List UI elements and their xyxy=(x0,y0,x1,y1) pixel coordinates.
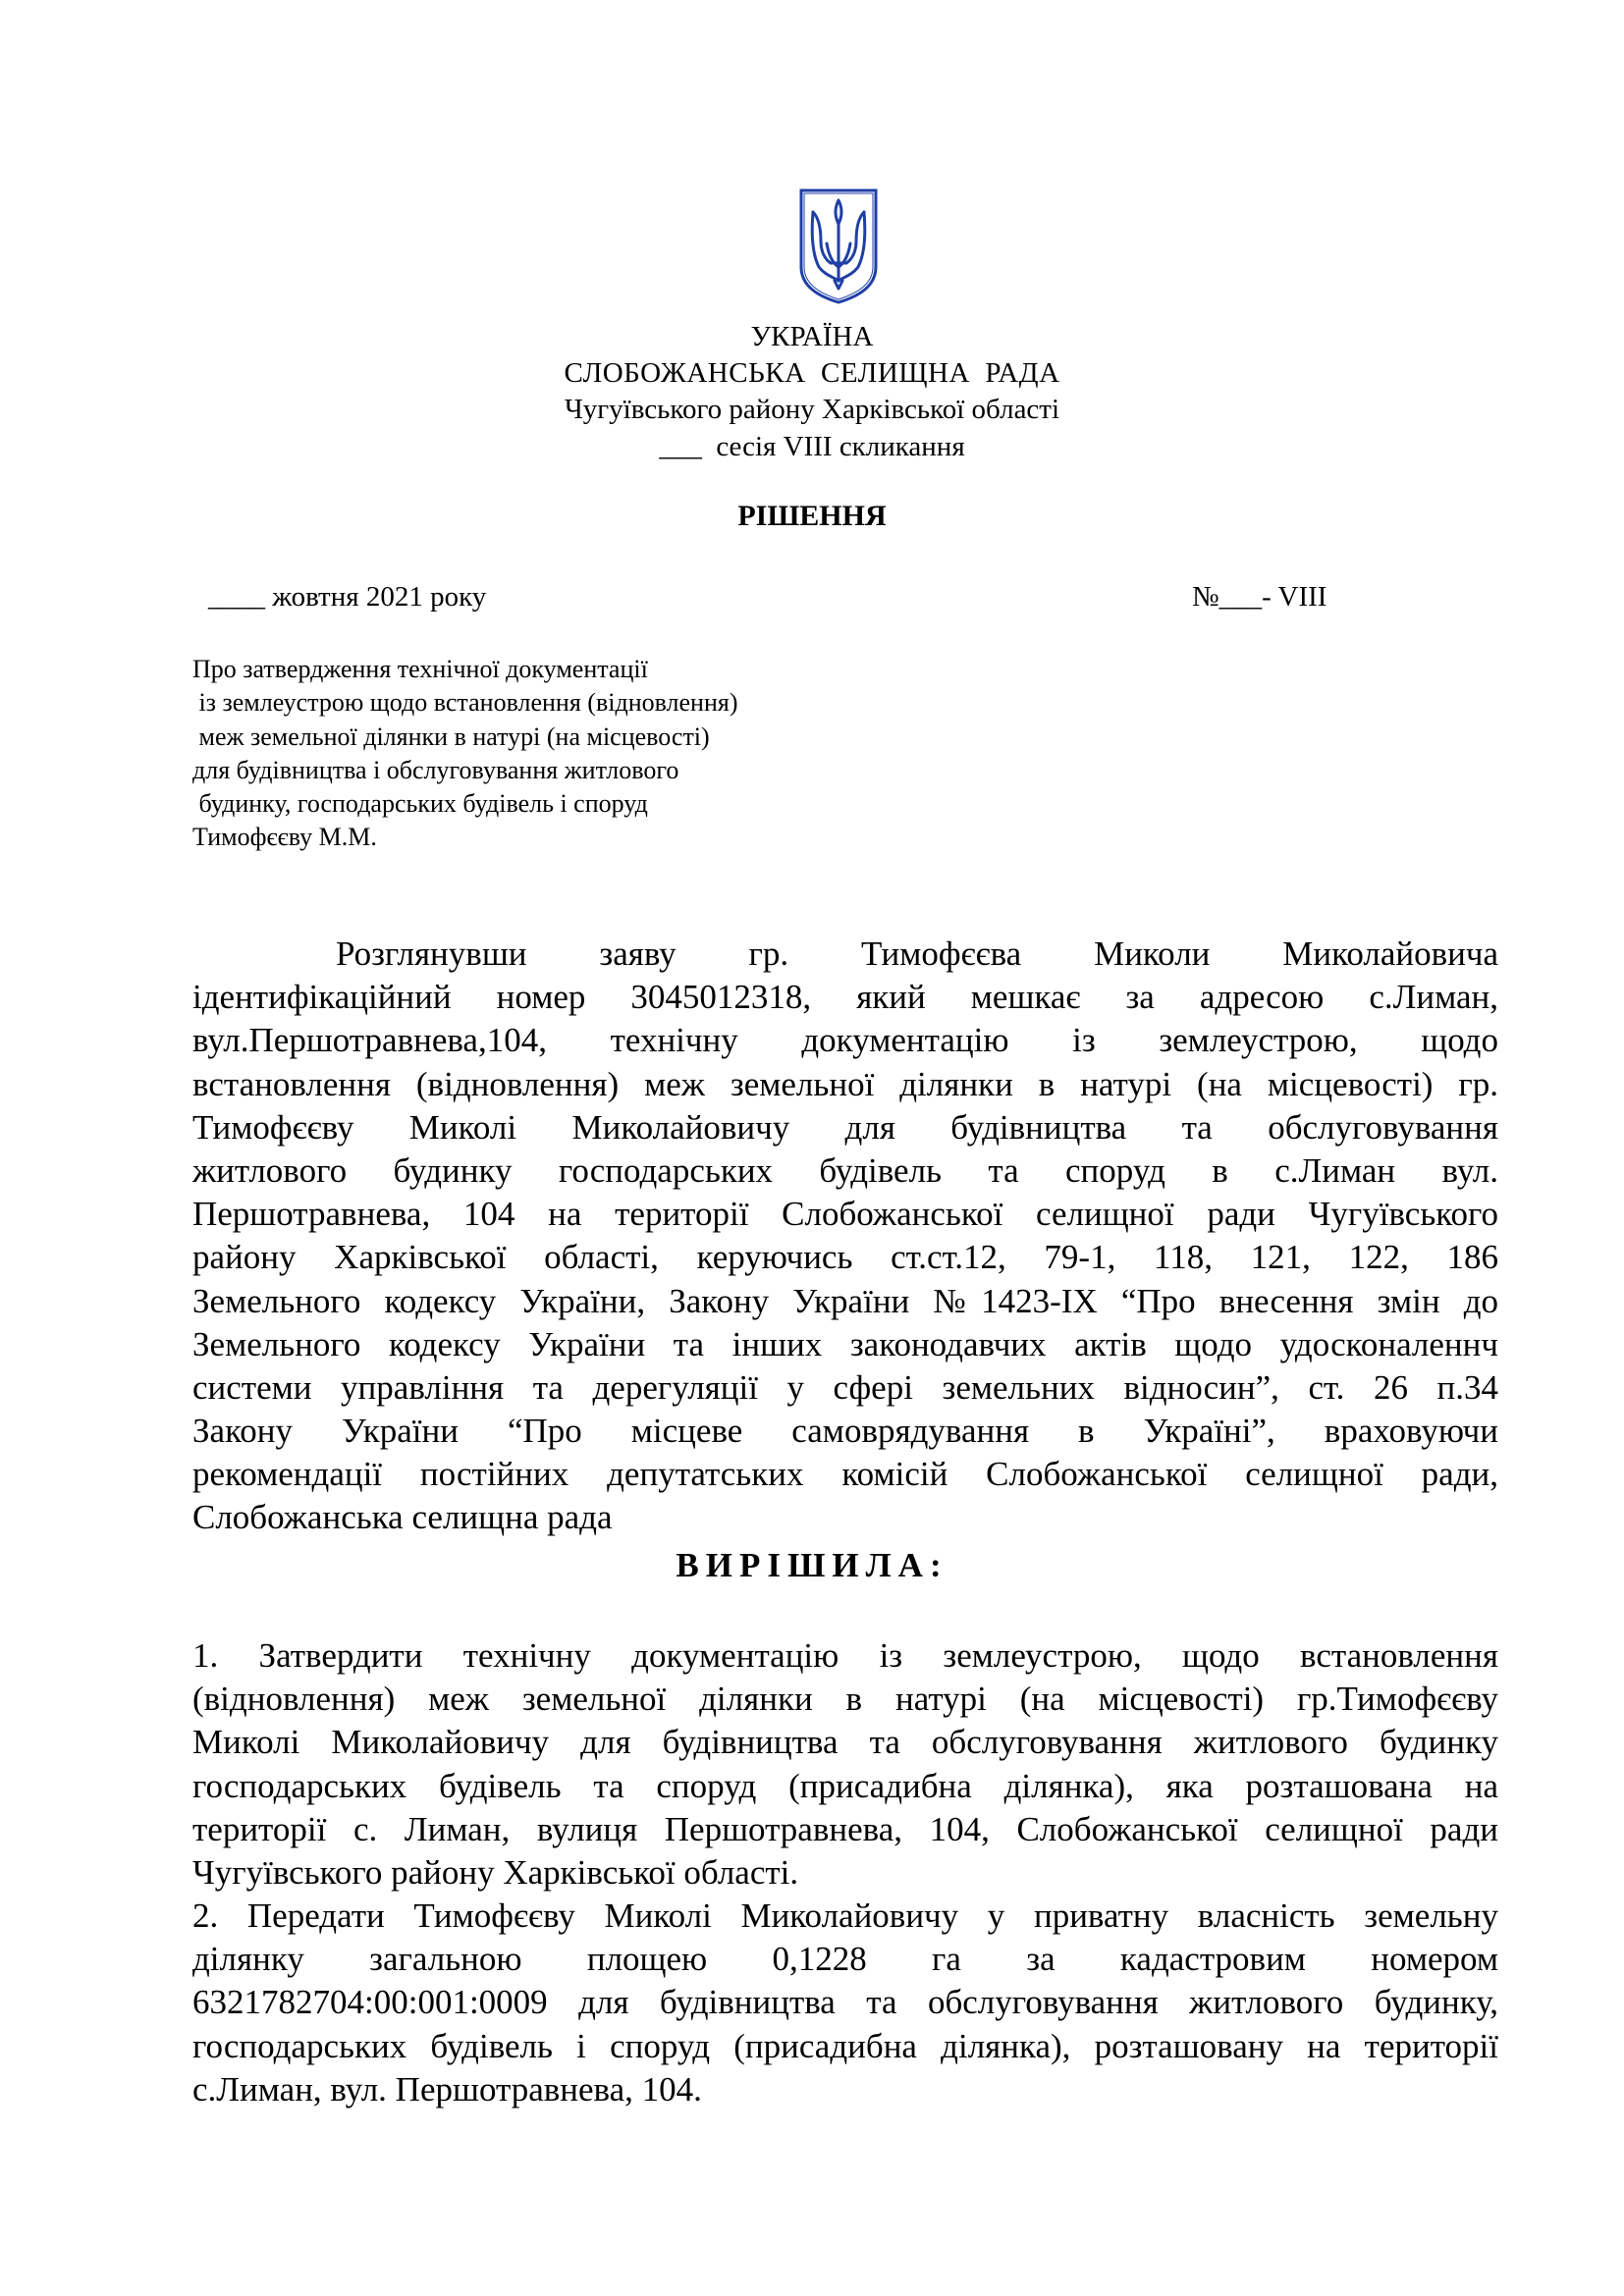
trident-coat-of-arms-icon xyxy=(797,187,880,306)
item-line: Миколі Миколайовичу для будівництва та обслуговування житлового будинку xyxy=(192,1723,1498,1762)
subject-line: меж земельної ділянки в натурі (на місцевості) xyxy=(192,721,710,751)
item-line: с.Лиман, вул. Першотравнева, 104. xyxy=(192,2069,702,2109)
district-name: Чугуївського району Харківської області xyxy=(564,394,1060,425)
preamble-line: Тимофєєву Миколі Миколайовичу для будівництва та обслуговування xyxy=(192,1107,1498,1147)
item-line: 1. Затвердити технічну документацію із землеустрою, щодо встановлення xyxy=(192,1636,1498,1675)
item-line: (відновлення) меж земельної ділянки в натурі (на місцевості) гр.Тимофєєву xyxy=(192,1680,1498,1719)
preamble-line: Закону України “Про місцеве самоврядування в Україні”, враховуючи xyxy=(192,1412,1498,1451)
item-line: ділянку загальною площею 0,1228 га за кадастровим номером xyxy=(192,1940,1498,1979)
decision-item-2 xyxy=(192,1895,1498,2111)
preamble-line: вул.Першотравнева,104, технічну документацію із землеустрою, щодо xyxy=(192,1021,1498,1060)
item-line: 6321782704:00:001:0009 для будівництва та обслуговування житлового будинку, xyxy=(192,1983,1498,2022)
preamble-line: Земельного кодексу України, Закону України №1423-IX “Про внесення змін до xyxy=(192,1281,1498,1320)
subject-line: для будівництва і обслуговування житлового xyxy=(192,755,679,784)
preamble-line: ідентифікаційний номер 3045012318, який мешкає за адресою с.Лиман, xyxy=(192,978,1498,1017)
council-name: СЛОБОЖАНСЬКА СЕЛИЩНА РАДА xyxy=(564,357,1060,389)
preamble-line: району Харківської області, керуючись ст.ст.12, 79-1, 118, 121, 122, 186 xyxy=(192,1238,1498,1277)
preamble-line: Розглянувши заяву гр. Тимофєєва Миколи Миколайовича xyxy=(336,934,1498,973)
document-title: РІШЕННЯ xyxy=(737,500,887,532)
subject-line: Тимофєєву М.М. xyxy=(192,823,377,852)
decision-subject xyxy=(192,653,738,855)
country-name: УКРАЇНА xyxy=(750,321,874,352)
preamble-line: житлового будинку господарських будівель та споруд в с.Лиман вул. xyxy=(192,1150,1498,1190)
item-line: території с. Лиман, вулиця Першотравнева, 104, Слобожанської селищної ради xyxy=(192,1809,1498,1848)
item-line: Чугуївського району Харківської області. xyxy=(192,1852,799,1892)
preamble-line: Земельного кодексу України та інших законодавчих актів щодо удосконаленнч xyxy=(192,1324,1498,1363)
decision-number: №___- VIII xyxy=(1192,581,1327,613)
preamble-line: Слобожанська селищна рада xyxy=(192,1498,613,1537)
item-line: 2. Передати Тимофєєву Миколі Миколайовичу у приватну власність земельну xyxy=(192,1896,1498,1935)
session-line: ___ сесія VIII скликання xyxy=(659,431,965,462)
item-line: господарських будівель і споруд (присадибна ділянка), розташовану на території xyxy=(192,2026,1498,2065)
subject-line: будинку, господарських будівель і споруд xyxy=(192,789,648,819)
preamble-line: системи управління та дерегуляції у сфері земельних відносин”, ст. 26 п.34 xyxy=(192,1367,1498,1407)
subject-line: із землеустрою щодо встановлення (відновлення) xyxy=(192,688,738,718)
decided-heading: ВИРІШИЛА: xyxy=(676,1546,948,1584)
preamble-line: рекомендації постійних депутатських комісій Слобожанської селищної ради, xyxy=(192,1455,1498,1494)
preamble-paragraph xyxy=(192,933,1498,1540)
preamble-line: встановлення (відновлення) меж земельної ділянки в натурі (на місцевості) гр. xyxy=(192,1064,1498,1103)
item-line: господарських будівель та споруд (присадибна ділянка), яка розташована на xyxy=(192,1766,1498,1805)
subject-line: Про затвердження технічної документації xyxy=(192,655,648,683)
preamble-line: Першотравнева, 104 на території Слобожанської селищної ради Чугуївського xyxy=(192,1195,1498,1234)
decision-item-1 xyxy=(192,1634,1498,1895)
decision-date: ____ жовтня 2021 року xyxy=(208,581,487,613)
